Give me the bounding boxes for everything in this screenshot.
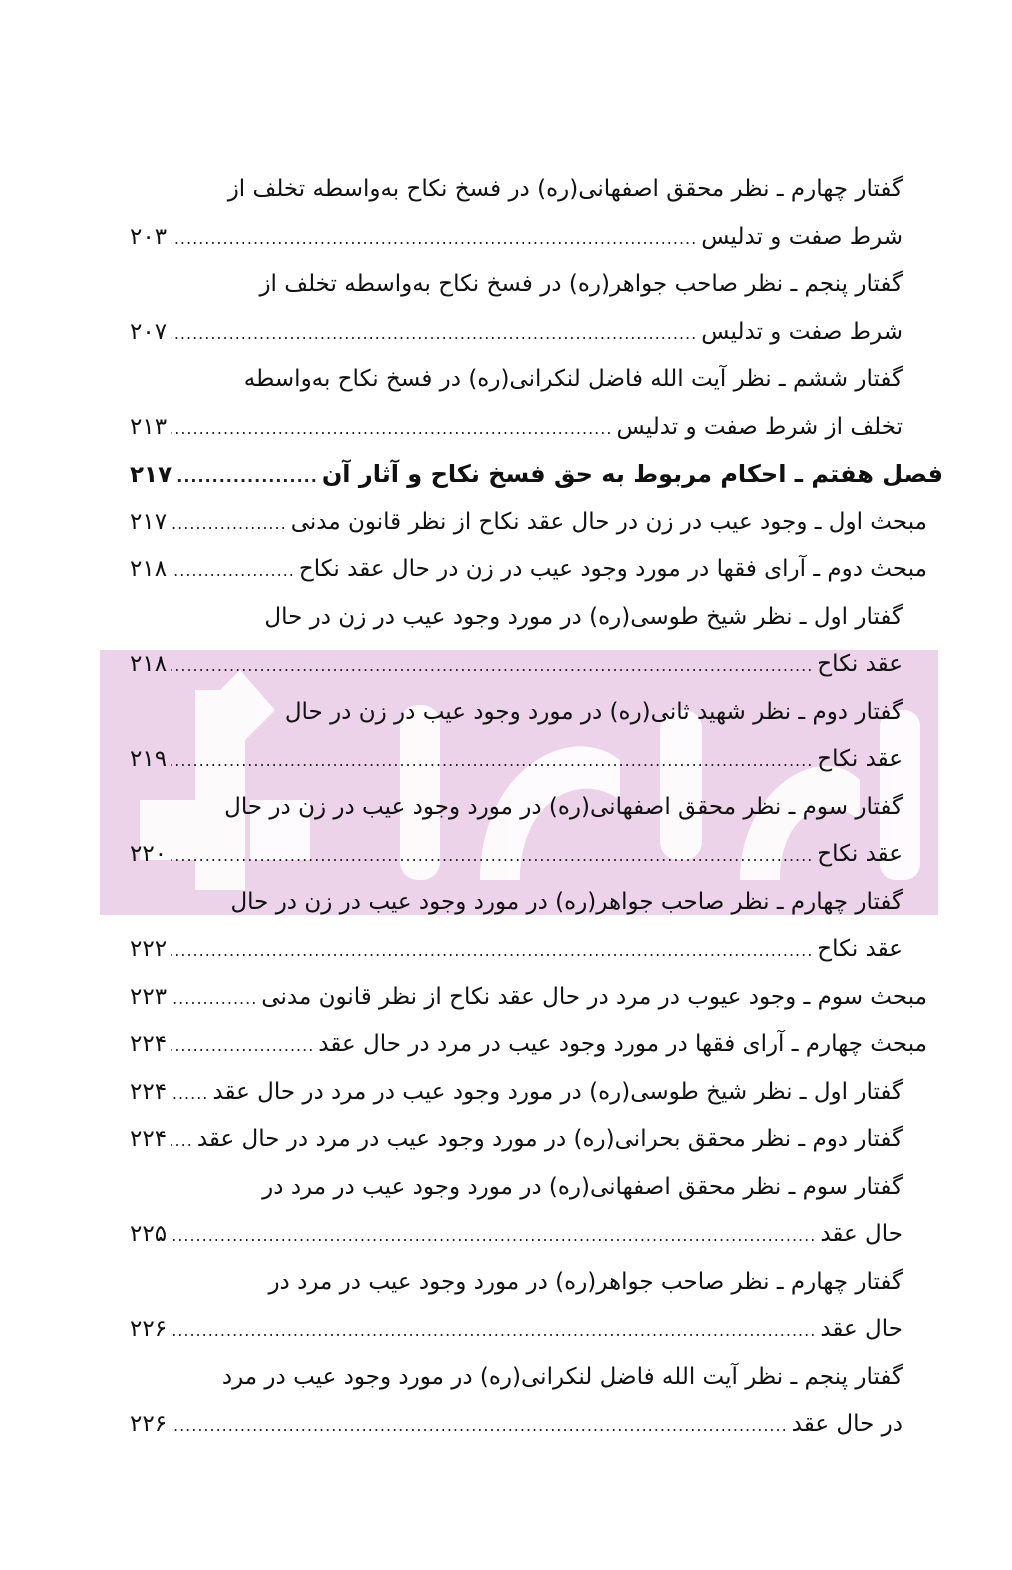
toc-entry-title: گفتار سوم ـ نظر محقق اصفهانی(ره) در مورد وجود عیب در مرد در: [262, 1173, 903, 1200]
toc-line: [130, 451, 943, 499]
toc-entry: [130, 546, 943, 594]
toc-line: [130, 309, 943, 357]
toc-line: [130, 1116, 943, 1164]
page-number: ۲۲۰: [130, 841, 168, 867]
toc-entry: [130, 1021, 943, 1069]
toc-entry-title: حال عقد: [820, 1221, 903, 1247]
toc-line: [130, 736, 943, 784]
toc-line: [130, 879, 943, 927]
toc-entry-title: شرط صفت و تدلیس: [701, 318, 903, 345]
dot-leader: [171, 547, 295, 595]
page-number: ۲۲۲: [130, 936, 168, 962]
toc-chapter-entry: [130, 451, 943, 499]
dot-leader: [171, 737, 813, 785]
toc-entry: [130, 1164, 943, 1259]
page-number: ۲۲۶: [130, 1316, 168, 1342]
page-number: ۲۲۶: [130, 1411, 168, 1437]
toc-entry-title: گفتار چهارم ـ نظر صاحب جواهر(ره) در مورد وجود عیب در مرد در: [268, 1268, 903, 1295]
page-number: ۲۲۴: [130, 1078, 168, 1105]
toc-line: [130, 261, 943, 309]
toc-entry-title: مبحث سوم ـ وجود عیوب در مرد در حال عقد نکاح از نظر قانون مدنی: [261, 983, 927, 1010]
toc-line: [130, 784, 943, 832]
toc-line: [130, 1259, 943, 1307]
page-number: ۲۰۷: [130, 318, 168, 345]
dot-leader: [171, 642, 813, 690]
page-number: ۲۲۴: [130, 1031, 168, 1057]
toc-entry: [130, 1069, 943, 1117]
toc-line: [130, 1354, 943, 1402]
toc-line: [130, 831, 943, 879]
toc-line: [130, 1401, 943, 1449]
toc-line: [130, 356, 943, 404]
toc-entry-title: گفتار ششم ـ نظر آیت الله فاضل لنکرانی(ره) در فسخ نکاح به‌واسطه: [243, 366, 903, 392]
page-number: ۲۲۳: [130, 983, 168, 1010]
toc-line: [130, 546, 943, 594]
page-number: ۲۱۹: [130, 746, 168, 772]
dot-leader: [171, 1402, 788, 1450]
toc-entry: [130, 1354, 943, 1449]
toc-entry-title: گفتار سوم ـ نظر محقق اصفهانی(ره) در مورد وجود عیب در زن در حال: [224, 793, 903, 820]
toc-entry-title: گفتار اول ـ نظر شیخ طوسی(ره) در مورد وجود عیب در زن در حال: [264, 603, 903, 630]
toc-entry-title: گفتار چهارم ـ نظر صاحب جواهر(ره) در مورد وجود عیب در زن در حال: [230, 888, 903, 915]
toc-line: [130, 689, 943, 737]
toc-entry-title: مبحث چهارم ـ آرای فقها در مورد وجود عیب در مرد در حال عقد: [318, 1031, 927, 1057]
toc-entry-title: عقد نکاح: [817, 841, 903, 867]
dot-leader: [171, 500, 287, 548]
page-number: ۲۲۴: [130, 1126, 168, 1152]
dot-leader: [171, 1117, 193, 1165]
toc-entry: [130, 499, 943, 547]
dot-leader: [171, 927, 813, 975]
page-number: ۲۱۷: [130, 508, 168, 535]
toc-entry: [130, 689, 943, 784]
dot-leader: [171, 1022, 314, 1070]
dot-leader: [171, 215, 697, 263]
toc-entry-title: فصل هفتم ـ احکام مربوط به حق فسخ نکاح و آثار آن: [321, 460, 943, 488]
toc-line: [130, 1021, 943, 1069]
toc-line: [130, 926, 943, 974]
toc-entry-title: شرط صفت و تدلیس: [701, 223, 903, 250]
dot-leader: [171, 310, 697, 358]
toc-entry-title: تخلف از شرط صفت و تدلیس: [616, 413, 903, 440]
toc-entry: [130, 261, 943, 356]
toc-line: [130, 1069, 943, 1117]
toc-entry-title: مبحث دوم ـ آرای فقها در مورد وجود عیب در زن در حال عقد نکاح: [298, 556, 927, 582]
dot-leader: [171, 1070, 208, 1118]
toc-entry-title: عقد نکاح: [817, 936, 903, 962]
toc-line: [130, 641, 943, 689]
toc-entry-title: عقد نکاح: [817, 746, 903, 772]
page-number: ۲۱۷: [130, 462, 173, 488]
table-of-contents: [130, 166, 943, 1449]
toc-line: [130, 974, 943, 1022]
toc-line: [130, 1164, 943, 1212]
dot-leader: [171, 975, 257, 1023]
toc-entry: [130, 166, 943, 261]
toc-entry-title: عقد نکاح: [817, 651, 903, 677]
toc-entry-title: گفتار پنجم ـ نظر آیت الله فاضل لنکرانی(ره) در مورد وجود عیب در مرد: [221, 1363, 903, 1390]
toc-entry: [130, 594, 943, 689]
dot-leader: [171, 1212, 816, 1260]
dot-leader: [171, 832, 813, 880]
toc-entry-title: گفتار چهارم ـ نظر محقق اصفهانی(ره) در فسخ نکاح به‌واسطه تخلف از: [227, 176, 903, 202]
dot-leader: [171, 1307, 816, 1355]
toc-entry: [130, 356, 943, 451]
toc-line: [130, 1306, 943, 1354]
toc-line: [130, 166, 943, 214]
toc-line: [130, 1211, 943, 1259]
toc-line: [130, 499, 943, 547]
toc-entry-title: حال عقد: [820, 1316, 903, 1342]
page-number: ۲۱۳: [130, 413, 168, 440]
dot-leader: [176, 453, 318, 501]
page-number: ۲۱۸: [130, 556, 168, 582]
toc-entry: [130, 784, 943, 879]
toc-entry-title: مبحث اول ـ وجود عیب در زن در حال عقد نکاح از نظر قانون مدنی: [290, 508, 927, 535]
page-number: ۲۲۵: [130, 1221, 168, 1247]
toc-line: [130, 214, 943, 262]
toc-entry: [130, 879, 943, 974]
toc-entry-title: گفتار دوم ـ نظر شهید ثانی(ره) در مورد وجود عیب در زن در حال: [284, 698, 903, 725]
toc-entry: [130, 1259, 943, 1354]
toc-line: [130, 404, 943, 452]
dot-leader: [171, 405, 612, 453]
toc-line: [130, 594, 943, 642]
toc-entry-title: گفتار اول ـ نظر شیخ طوسی(ره) در مورد وجود عیب در مرد در حال عقد: [212, 1078, 903, 1105]
toc-entry: [130, 974, 943, 1022]
toc-entry-title: گفتار پنجم ـ نظر صاحب جواهر(ره) در فسخ نکاح به‌واسطه تخلف از: [259, 271, 903, 297]
page-number: ۲۰۳: [130, 223, 168, 250]
page-number: ۲۱۸: [130, 651, 168, 677]
toc-entry-title: گفتار دوم ـ نظر محقق بحرانی(ره) در مورد وجود عیب در مرد در حال عقد: [196, 1126, 903, 1152]
toc-entry-title: در حال عقد: [791, 1411, 903, 1437]
toc-entry: [130, 1116, 943, 1164]
